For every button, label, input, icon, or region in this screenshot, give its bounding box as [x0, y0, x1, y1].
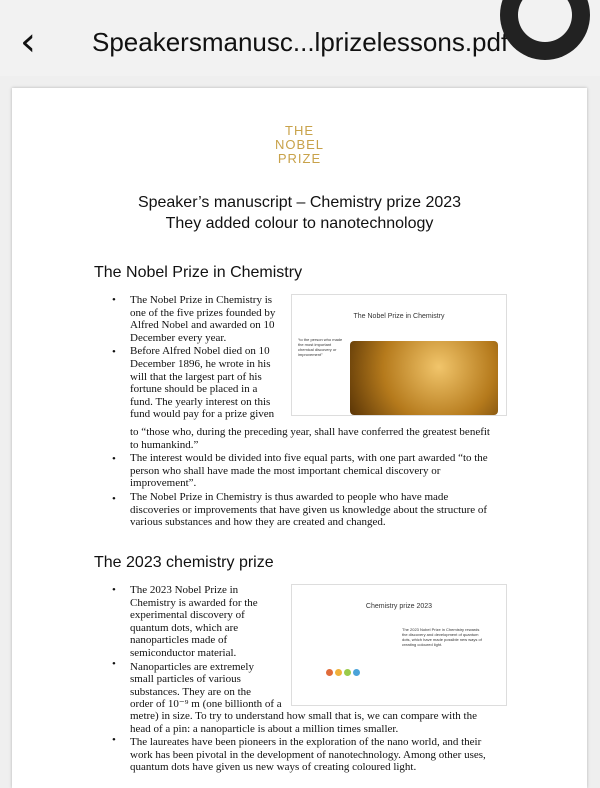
text-block: [130, 710, 550, 774]
text-line: The 2023 Nobel Prize in: [130, 584, 239, 596]
logo-line: NOBEL: [274, 137, 325, 152]
slide-thumbnail: [291, 584, 507, 706]
text-line: one of the five prizes founded by: [130, 306, 276, 319]
text-line: nanoparticles made of: [130, 634, 228, 647]
record-button[interactable]: [500, 0, 590, 60]
text-line: quantum dots have given us new ways of creating coloured light.: [130, 761, 417, 774]
bullet: •: [112, 584, 116, 596]
text-line: Nanoparticles are extremely: [130, 660, 254, 673]
text-line: Chemistry is awarded for the: [130, 596, 258, 609]
slide-title: The Nobel Prize in Chemistry: [353, 313, 445, 320]
section-title: The 2023 chemistry prize: [94, 554, 274, 571]
bullet: •: [112, 734, 116, 746]
text-line: person who shall have made the most important chemical discovery or: [130, 464, 441, 477]
text-line: quantum dots, which are: [130, 621, 239, 634]
bullet: •: [112, 346, 116, 358]
bullet: •: [112, 493, 116, 505]
quantum-dots-icon: [326, 663, 362, 681]
bullet: •: [112, 294, 116, 306]
slide-thumbnail: [291, 294, 507, 416]
text-line: to “those who, during the preceding year, shall have conferred the greatest benefit: [130, 426, 490, 438]
medal-image: [350, 341, 498, 415]
text-line: discoveries or improvements that have given us knowledge about the structure of: [130, 503, 488, 516]
logo-line: PRIZE: [277, 151, 322, 166]
document-title: Speakersmanusc...lprizelessons.pdf: [92, 27, 509, 57]
text-line: Before Alfred Nobel died on 10: [130, 345, 270, 358]
text-line: experimental discovery of: [130, 609, 245, 622]
text-line: fund. The yearly interest on this: [130, 395, 271, 408]
text-line: December 1896, he wrote in his: [130, 357, 271, 370]
text-block: [130, 584, 290, 711]
text-line: substances. They are on the: [130, 685, 252, 698]
bullet: •: [112, 658, 116, 670]
text-line: small particles of various: [130, 673, 241, 686]
page-subtitle: They added colour to nanotechnology: [165, 215, 434, 232]
text-line: work has been pivotal in the development of nanotechnology. Among other uses,: [130, 748, 486, 761]
text-line: The Nobel Prize in Chemistry is: [130, 294, 273, 306]
section-title: The Nobel Prize in Chemistry: [94, 264, 303, 281]
chevron-left-icon[interactable]: ‹: [20, 19, 36, 65]
text-line: will that the largest part of his: [130, 370, 262, 383]
text-line: various substances and how they are created and changed.: [130, 516, 386, 529]
text-line: The Nobel Prize in Chemistry is thus awarded to people who have made: [130, 490, 449, 503]
text-line: The laureates have been pioneers in the exploration of the nano world, and their: [130, 736, 482, 749]
text-block: [130, 294, 290, 421]
nobel-logo: [12, 124, 587, 166]
pdf-page: [12, 88, 587, 788]
page-title: Speaker’s manuscript – Chemistry prize 2023: [137, 194, 462, 211]
text-line: order of 10⁻⁹ m (one billionth of a: [130, 698, 282, 711]
slide-caption: The 2023 Nobel Prize in Chemistry rewards the discovery and development of quantum dots, which have made possible new ways of creating coloured light.: [402, 627, 482, 647]
slide-quote: “to the person who made the most important chemical discovery or improvement”: [298, 337, 343, 357]
top-bar: [0, 0, 600, 76]
logo-line: THE: [285, 123, 314, 138]
text-line: Alfred Nobel and awarded on 10: [130, 319, 275, 332]
text-line: semiconductor material.: [130, 646, 237, 659]
text-line: The interest would be divided into five equal parts, with one part awarded “to the: [130, 452, 488, 465]
text-line: metre) in size. To try to understand how small that is, we can compare with the: [130, 710, 477, 722]
bullet: •: [112, 453, 116, 465]
text-line: fortune should be placed in a: [130, 383, 258, 396]
slide-title: Chemistry prize 2023: [365, 603, 433, 610]
text-line: December every year.: [130, 331, 227, 344]
text-line: to humankind.”: [130, 438, 199, 451]
text-line: fund would pay for a prize given: [130, 408, 275, 421]
text-line: head of a pin: a nanoparticle is about a million times smaller.: [130, 722, 399, 735]
text-line: improvement”.: [130, 477, 197, 490]
text-block: [130, 426, 550, 529]
